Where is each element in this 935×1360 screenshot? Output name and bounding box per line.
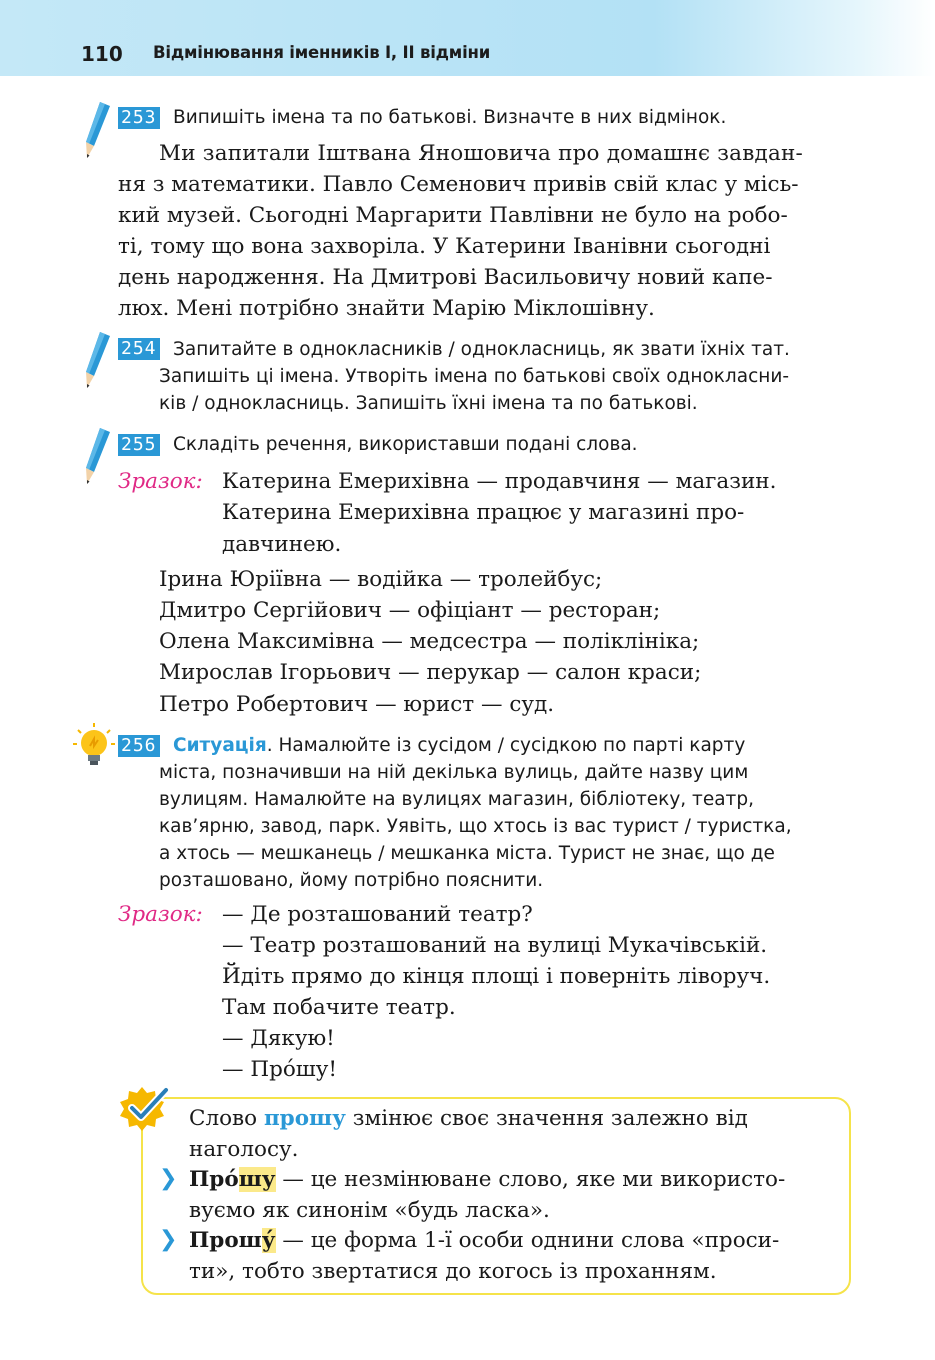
sample-label: Зразок:	[118, 902, 203, 927]
dialog-line: Йдіть прямо до кінця площі і поверніть ліворуч.	[222, 964, 771, 989]
stress-highlight: ́шу	[238, 1167, 276, 1192]
task-253-instruction: Випишіть імена та по батькові. Визначте в них відмінок.	[173, 107, 727, 128]
task-253-line: ня з математики. Павло Семенович привів свій клас у місь-	[118, 172, 799, 197]
chapter-title: Відмінювання іменників І, ІІ відміни	[153, 43, 491, 62]
note-line: наголосу.	[189, 1137, 299, 1162]
task-number-253: 253	[118, 107, 160, 129]
note-keyword: прошу	[263, 1106, 346, 1131]
note-bullet-2	[189, 1228, 779, 1253]
pencil-icon	[82, 100, 114, 160]
note-text: Слово	[189, 1106, 264, 1131]
task-255-item: Олена Максимівна — медсестра — поліклініка;	[159, 629, 700, 654]
task-256-line: міста, позначивши на ній декілька вулиць, дайте назву цим	[159, 762, 749, 783]
sample-line: Катерина Емерихівна працює у магазині про-	[222, 500, 745, 525]
task-253-line: Ми запитали Іштвана Яношовича про домашнє завдан-	[159, 141, 803, 166]
note-line	[189, 1106, 748, 1131]
task-number-255: 255	[118, 434, 160, 456]
task-256-line: кав’ярню, завод, парк. Уявіть, що хтось із вас турист / туристка,	[159, 816, 792, 837]
task-255-item: Ірина Юріївна — водійка — тролейбус;	[159, 567, 603, 592]
checkmark-badge-icon	[120, 1084, 172, 1134]
stress-highlight: у́	[261, 1228, 276, 1253]
task-253-line: день народження. На Дмитрові Васильовичу новий капе-	[118, 265, 773, 290]
task-253-line: ті, тому що вона захворіла. У Катерини Іванівни сьогодні	[118, 234, 771, 259]
lightbulb-icon	[72, 722, 116, 768]
note-text: — це форма 1-ї особи однини слова «проси-	[275, 1228, 780, 1253]
task-256-line: а хтось — мешканець / мешканка міста. Турист не знає, що де	[159, 843, 775, 864]
chevron-right-icon: ❯	[159, 1166, 178, 1191]
situation-label: Ситуація	[173, 735, 267, 756]
sample-label: Зразок:	[118, 469, 203, 494]
task-255-item: Дмитро Сергійович — офіціант — ресторан;	[159, 598, 661, 623]
note-line: ти», тобто звертатися до когось із проханням.	[189, 1259, 717, 1284]
task-254-line: ків / однокласниць. Запишіть їхні імена та по батькові.	[159, 393, 698, 414]
note-text: змінює своє значення залежно від	[345, 1106, 748, 1131]
task-256-first-line-text: . Намалюйте із сусідом / сусідкою по парті карту	[266, 735, 746, 756]
note-line: вуємо як синонім «будь ласка».	[189, 1198, 550, 1223]
dialog-line: — Театр розташований на вулиці Мукачівській.	[222, 933, 768, 958]
task-254-line: Запитайте в однокласників / однокласниць, як звати їхніх тат.	[173, 339, 790, 360]
sample-line: Катерина Емерихівна — продавчиня — магазин.	[222, 469, 777, 494]
note-term: Про́шу	[189, 1167, 276, 1192]
note-bullet-1	[189, 1167, 785, 1192]
task-256-line: вулицям. Намалюйте на вулицях магазин, бібліотеку, театр,	[159, 789, 754, 810]
task-255-item: Петро Робертович — юрист — суд.	[159, 692, 555, 717]
chevron-right-icon: ❯	[159, 1227, 178, 1252]
task-number-256: 256	[118, 735, 160, 757]
task-254-line: Запишіть ці імена. Утворіть імена по батькові своїх однокласни-	[159, 366, 790, 387]
dialog-line: — Дякую!	[222, 1026, 335, 1051]
note-term: Прошу́	[189, 1228, 276, 1253]
pencil-icon	[82, 330, 114, 390]
sample-line: давчинею.	[222, 532, 342, 557]
task-253-line: люх. Мені потрібно знайти Марію Міклошівну.	[118, 296, 655, 321]
dialog-line: Там побачите театр.	[222, 995, 456, 1020]
task-253-line: кий музей. Сьогодні Маргарити Павлівни не було на робо-	[118, 203, 788, 228]
task-255-item: Мирослав Ігорьович — перукар — салон краси;	[159, 660, 702, 685]
page-header	[0, 0, 935, 76]
task-number-254: 254	[118, 338, 160, 360]
page-number: 110	[81, 42, 123, 66]
dialog-line: — Про́шу!	[222, 1057, 338, 1082]
task-255-instruction: Складіть речення, використавши подані слова.	[173, 434, 638, 455]
pencil-icon	[82, 426, 114, 486]
note-text: — це незмінюване слово, яке ми використо-	[275, 1167, 786, 1192]
task-256-line: розташовано, йому потрібно пояснити.	[159, 870, 544, 891]
dialog-line: — Де розташований театр?	[222, 902, 533, 927]
task-256-first-line	[173, 732, 745, 759]
